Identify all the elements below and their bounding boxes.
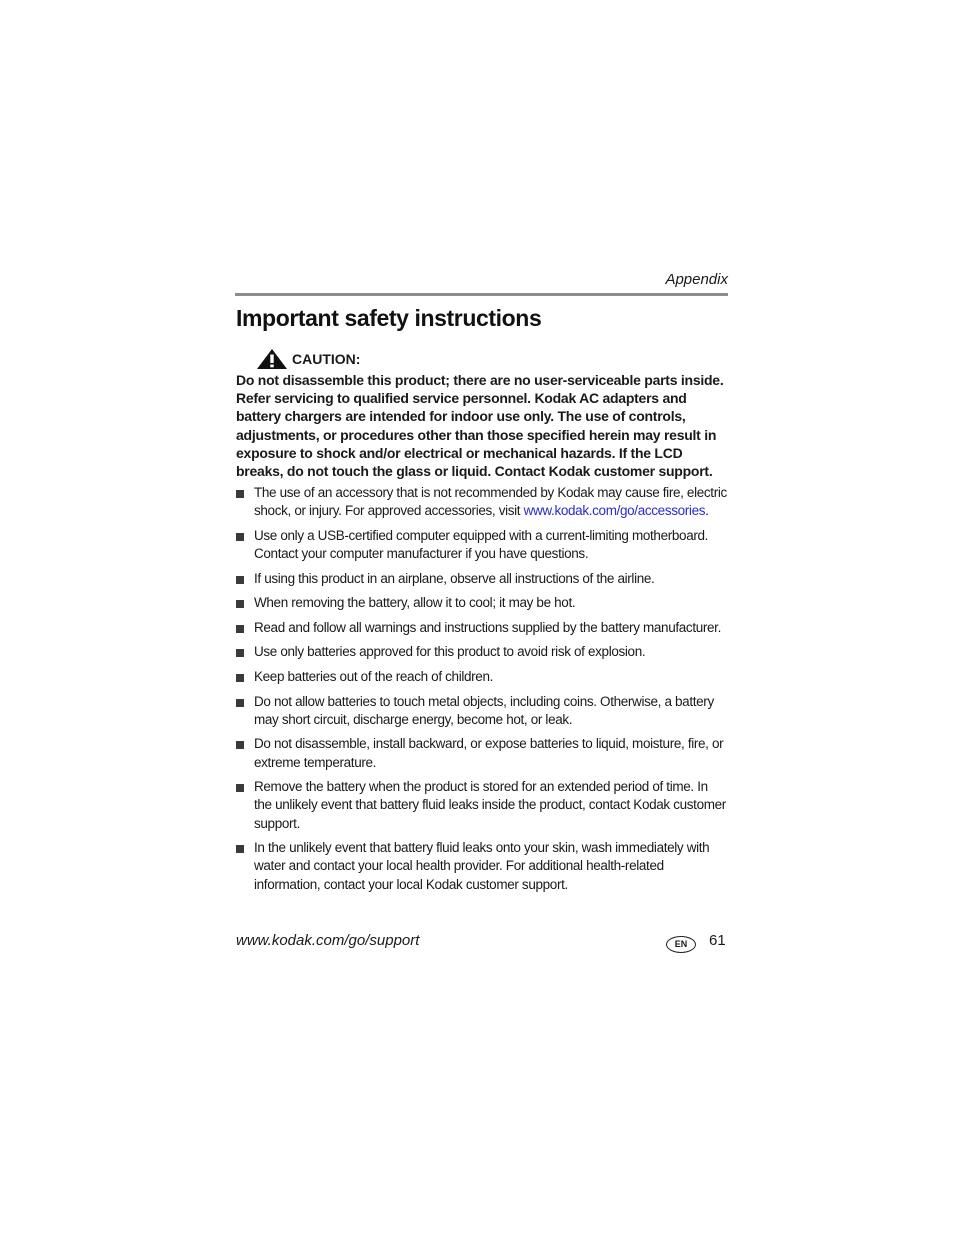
list-item	[236, 619, 728, 637]
caution-label: CAUTION:	[292, 351, 361, 367]
item-text: When removing the battery, allow it to cool; it may be hot.	[254, 595, 576, 611]
language-badge: EN	[666, 936, 696, 953]
square-bullet-icon	[236, 490, 244, 498]
item-text: The use of an accessory that is not recommended by Kodak may cause fire, electric shock, or injury. For approved accessories, visit	[254, 485, 727, 519]
item-text: Keep batteries out of the reach of children.	[254, 668, 494, 684]
warning-triangle-icon	[256, 348, 288, 370]
caution-text: Do not disassemble this product; there are no user-serviceable parts inside. Refer servicing to qualified service personnel. Kodak AC adapters and battery chargers are intended for indoor use only. The use of controls, adjustments, or procedures other than those specified herein may result in exposure to shock and/or electrical or mechanical hazards. If the LCD breaks, do not touch the glass or liquid. Contact Kodak customer support.	[236, 372, 724, 480]
item-text: Remove the battery when the product is stored for an extended period of time. In the unlikely event that battery fluid leaks inside the product, contact Kodak customer support.	[254, 779, 726, 831]
square-bullet-icon	[236, 649, 244, 657]
item-text: If using this product in an airplane, observe all instructions of the airline.	[254, 570, 655, 586]
list-item	[236, 839, 728, 894]
square-bullet-icon	[236, 533, 244, 541]
square-bullet-icon	[236, 600, 244, 608]
caution-header	[236, 347, 730, 371]
caution-box	[236, 347, 730, 480]
accessories-link[interactable]: www.kodak.com/go/accessories	[523, 503, 706, 519]
list-item	[236, 735, 728, 771]
square-bullet-icon	[236, 699, 244, 707]
list-item	[236, 527, 728, 563]
page-title: Important safety instructions	[236, 305, 542, 331]
list-item	[236, 643, 728, 661]
list-item	[236, 594, 728, 612]
safety-list	[236, 484, 728, 900]
list-item	[236, 778, 728, 833]
page-number: 61	[709, 932, 726, 949]
list-item	[236, 570, 728, 588]
item-text: Do not allow batteries to touch metal objects, including coins. Otherwise, a battery may short circuit, discharge energy, become hot, or leak.	[254, 693, 714, 727]
section-label: Appendix	[665, 271, 728, 288]
list-item	[236, 668, 728, 686]
square-bullet-icon	[236, 576, 244, 584]
list-item	[236, 693, 728, 729]
item-text: Read and follow all warnings and instructions supplied by the battery manufacturer.	[254, 619, 721, 635]
square-bullet-icon	[236, 674, 244, 682]
square-bullet-icon	[236, 625, 244, 633]
square-bullet-icon	[236, 845, 244, 853]
item-text: In the unlikely event that battery fluid leaks onto your skin, wash immediately with water and contact your local health provider. For additional health-related information, contact your local Kodak customer support.	[254, 840, 710, 892]
square-bullet-icon	[236, 741, 244, 749]
item-text: Use only a USB-certified computer equipped with a current-limiting motherboard. Contact your computer manufacturer if you have questions.	[254, 527, 709, 561]
square-bullet-icon	[236, 784, 244, 792]
item-text: Use only batteries approved for this product to avoid risk of explosion.	[254, 644, 646, 660]
header-divider	[235, 293, 728, 296]
list-item	[236, 484, 728, 520]
footer-support-link[interactable]: www.kodak.com/go/support	[236, 932, 420, 949]
item-text-end: .	[705, 503, 709, 519]
item-text: Do not disassemble, install backward, or expose batteries to liquid, moisture, fire, or extreme temperature.	[254, 736, 724, 770]
